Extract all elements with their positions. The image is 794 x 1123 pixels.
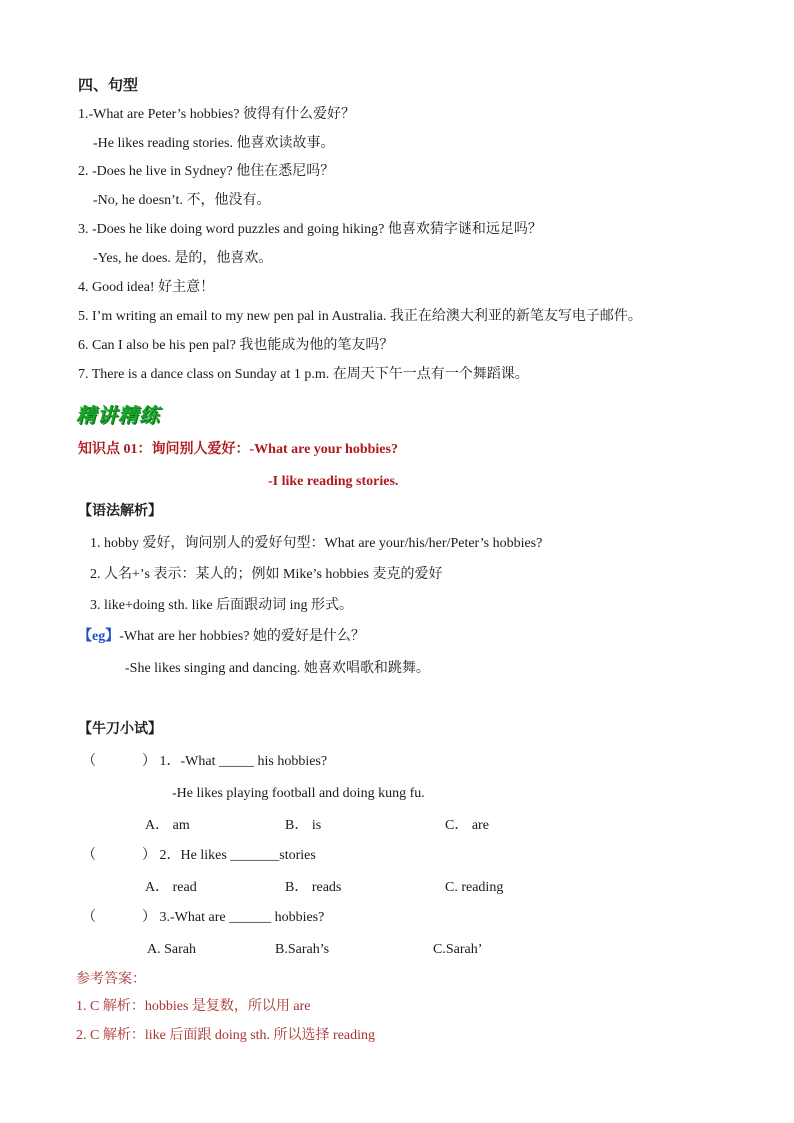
question-number: 2． [159, 848, 181, 863]
q3-option-a: A. Sarah [147, 942, 196, 957]
answer-blank-close: ） [142, 754, 156, 769]
banner-title: 精讲精练 [76, 403, 160, 427]
knowledge-point-answer: -I like reading stories. [268, 474, 399, 489]
q2-option-a: A． read [145, 880, 197, 895]
sentence-5: 5. I’m writing an email to my new pen pal in Australia. 我正在给澳大利亚的新笔友写电子邮件。 [78, 309, 642, 324]
sentence-1: 1.-What are Peter’s hobbies? 彼得有什么爱好？ [78, 107, 355, 122]
sentence-4: 4. Good idea! 好主意！ [78, 280, 215, 295]
grammar-heading: 【语法解析】 [78, 504, 162, 519]
answer-blank-open: （ [82, 848, 96, 863]
answer-2: 2. C 解析：like 后面跟 doing sth. 所以选择 reading [76, 1028, 376, 1043]
answer-blank-close: ） [142, 848, 156, 863]
knowledge-point-question: -What are your hobbies? [249, 442, 398, 457]
q1-option-b: B． is [285, 818, 322, 833]
q3-option-c: C.Sarah’ [433, 942, 483, 957]
grammar-item-2: 2. 人名+’s 表示：某人的；例如 Mike’s hobbies 麦克的爱好 [90, 567, 443, 582]
grammar-item-1: 1. hobby 爱好，询问别人的爱好句型：What are your/his/her/Peter’s hobbies? [90, 536, 543, 551]
sentence-2-reply: -No, he doesn’t. 不，他没有。 [93, 193, 271, 208]
answer-blank-open: （ [82, 754, 96, 769]
q1-option-c: C． are [445, 818, 489, 833]
example-reply: -She likes singing and dancing. 她喜欢唱歌和跳舞。 [125, 661, 430, 676]
eg-text: -What are her hobbies? 她的爱好是什么？ [119, 629, 365, 644]
practice-heading: 【牛刀小试】 [78, 722, 162, 737]
sentence-6: 6. Can I also be his pen pal? 我也能成为他的笔友吗？ [78, 338, 394, 353]
q3-option-b: B.Sarah’s [275, 942, 330, 957]
q2-option-b: B． reads [285, 880, 342, 895]
sentence-2: 2. -Does he live in Sydney? 他住在悉尼吗？ [78, 164, 335, 179]
question-stem: He likes _______stories [180, 848, 316, 863]
knowledge-point [78, 441, 398, 459]
answer-1: 1. C 解析：hobbies 是复数，所以用 are [76, 999, 311, 1014]
section-heading: 四、句型 [78, 78, 139, 94]
example-line [78, 628, 365, 646]
question-1-extra: -He likes playing football and doing kung fu. [172, 786, 425, 801]
knowledge-point-label: 知识点 01：询问别人爱好： [78, 442, 250, 457]
question-number: 3. [159, 910, 170, 925]
sentence-1-reply: -He likes reading stories. 他喜欢读故事。 [93, 136, 335, 151]
eg-tag: 【eg】 [78, 629, 120, 644]
question-number: 1． [159, 754, 181, 769]
question-stem: -What _____ his hobbies? [180, 754, 328, 769]
sentence-3: 3. -Does he like doing word puzzles and going hiking? 他喜欢猜字谜和远足吗？ [78, 222, 542, 237]
question-3 [82, 909, 324, 927]
answer-blank-open: （ [82, 910, 96, 925]
sentence-3-reply: -Yes, he does. 是的，他喜欢。 [93, 251, 273, 266]
question-1 [82, 753, 327, 771]
answer-blank-close: ） [142, 910, 156, 925]
q1-option-a: A． am [145, 818, 190, 833]
grammar-item-3: 3. like+doing sth. like 后面跟动词 ing 形式。 [90, 598, 353, 613]
question-2 [82, 847, 316, 865]
question-stem: -What are ______ hobbies? [170, 910, 325, 925]
sentence-7: 7. There is a dance class on Sunday at 1 p.m. 在周天下午一点有一个舞蹈课。 [78, 367, 529, 382]
q2-option-c: C. reading [445, 880, 504, 895]
answers-heading: 参考答案： [76, 972, 146, 987]
